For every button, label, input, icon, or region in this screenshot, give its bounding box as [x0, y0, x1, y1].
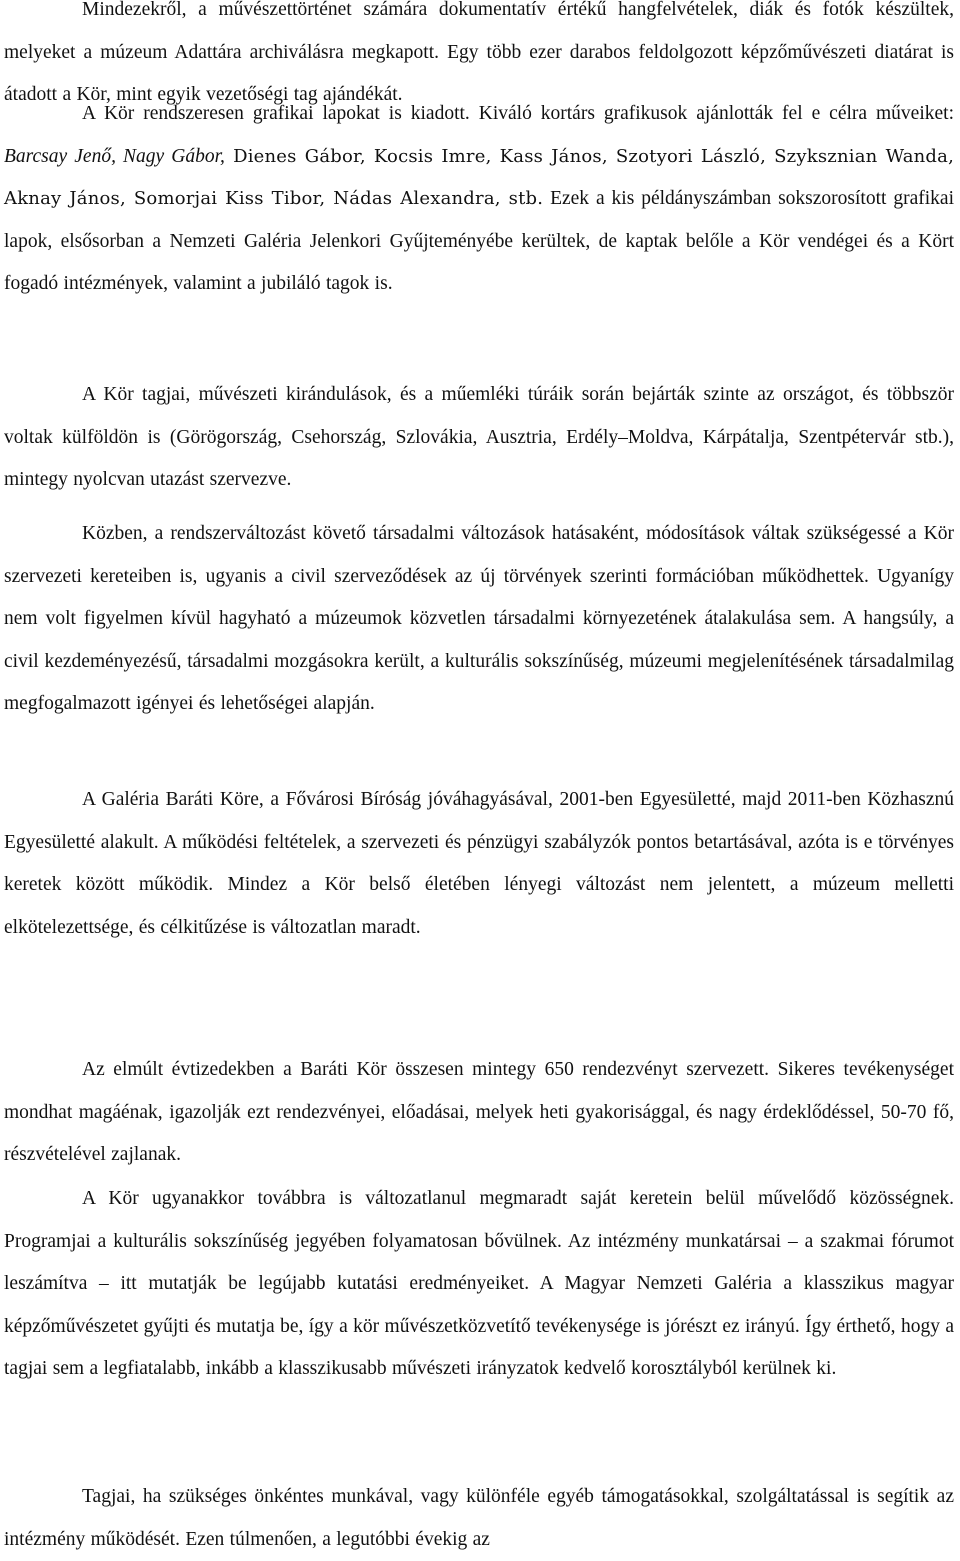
paragraph-community — [4, 1178, 954, 1391]
artist-names-italic: Barcsay Jenő, Nagy Gábor, — [4, 145, 225, 167]
paragraph-text: Az elmúlt évtizedekben a Baráti Kör összesen mintegy 650 rendezvényt szervezett. Sikeres tevékenységet mondhat magáénak, igazolják ezt rendezvényei, előadásai, melyek heti gyakorisággal, és nagy érdeklődéssel, 50-70 fő, részvételével zajlanak. — [4, 1059, 954, 1165]
artist-names-list: Dienes Gábor, Kocsis Imre, Kass János, Szotyori László, Szyksznian Wanda, Aknay János, Somorjai Kiss Tibor, Nádas Alexandra, stb. — [4, 145, 955, 209]
paragraph-excursions — [4, 374, 954, 502]
paragraph-text: A Galéria Baráti Köre, a Fővárosi Bíróság jóváhagyásával, 2001-ben Egyesületté, majd 2011-ben Közhasznú Egyesületté alakult. A működési feltételek, a szervezeti és pénzügyi szabályzók pontos betartásával, azóta is e törvényes keretek között működik. Mindez a Kör belső életében lényegi változást nem jelentett, a múzeum melletti elkötelezettsége, és célkitűzése is változatlan maradt. — [4, 789, 954, 938]
paragraph-association — [4, 779, 954, 949]
paragraph-text: Mindezekről, a művészettörténet számára dokumentatív értékű hangfelvételek, diák és fotók készültek, melyeket a múzeum Adattára archiválásra megkapott. Egy több ezer darabos feldolgozott képzőművészeti diatárat is átadott a Kör, mint egyik vezetőségi tag ajándékát. — [4, 0, 954, 105]
paragraph-text: Közben, a rendszerváltozást követő társadalmi változások hatásaként, módosítások váltak szükségessé a Kör szervezeti kereteiben is, ugyanis a civil szerveződések az új törvények szerinti formációban működhettek. Ugyanígy nem volt figyelmen kívül hagyható a múzeumok közvetlen társadalmi környezetének átalakulása sem. A hangsúly, a civil kezdeményezésű, társadalmi mozgásokra került, a kulturális sokszínűség, múzeumi megjelenítésének társadalmilag megfogalmazott igényei és lehetőségei alapján. — [4, 523, 954, 714]
paragraph-volunteering — [4, 1476, 954, 1561]
paragraph-text: Ezek a kis példányszámban sokszorosított grafikai lapok, elsősorban a Nemzeti Galéria Jelenkori Gyűjteményébe kerültek, de kaptak belőle a Kör vendégei és a Kört fogadó intézmények, valamint a jubiláló tagok is. — [4, 188, 954, 294]
paragraph-text: A Kör ugyanakkor továbbra is változatlanul megmaradt saját keretein belül művelődő közösségnek. Programjai a kulturális sokszínűség jegyében folyamatosan bővülnek. Az intézmény munkatársai – a szakmai fórumot leszámítva – itt mutatják be legújabb kutatási eredményeiket. A Magyar Nemzeti Galéria a klasszikus magyar képzőművészetet gyűjti és mutatja be, így a kör művészetközvetítő tevékenysége is jórészt ez irányú. Így érthető, hogy a tagjai sem a legfiatalabb, inkább a klasszikusabb művészeti irányzatok kedvelő korosztályból kerülnek ki. — [4, 1188, 954, 1379]
paragraph-graphic-prints — [4, 93, 954, 306]
paragraph-regime-change — [4, 513, 954, 726]
paragraph-text: Tagjai, ha szükséges önkéntes munkával, vagy különféle egyéb támogatásokkal, szolgáltatással is segítik az intézmény működését. Ezen túlmenően, a legutóbbi évekig az — [4, 1486, 954, 1550]
paragraph-text: A Kör tagjai, művészeti kirándulások, és a műemléki túráik során bejárták szinte az országot, és többször voltak külföldön is (Görögország, Csehország, Szlovákia, Ausztria, Erdély–Moldva, Kárpátalja, Szentpétervár stb.), mintegy nyolcvan utazást szervezve. — [4, 384, 954, 490]
paragraph-events — [4, 1049, 954, 1177]
paragraph-text: A Kör rendszeresen grafikai lapokat is kiadott. Kiváló kortárs grafikusok ajánlották fel e célra műveiket: — [82, 103, 954, 124]
